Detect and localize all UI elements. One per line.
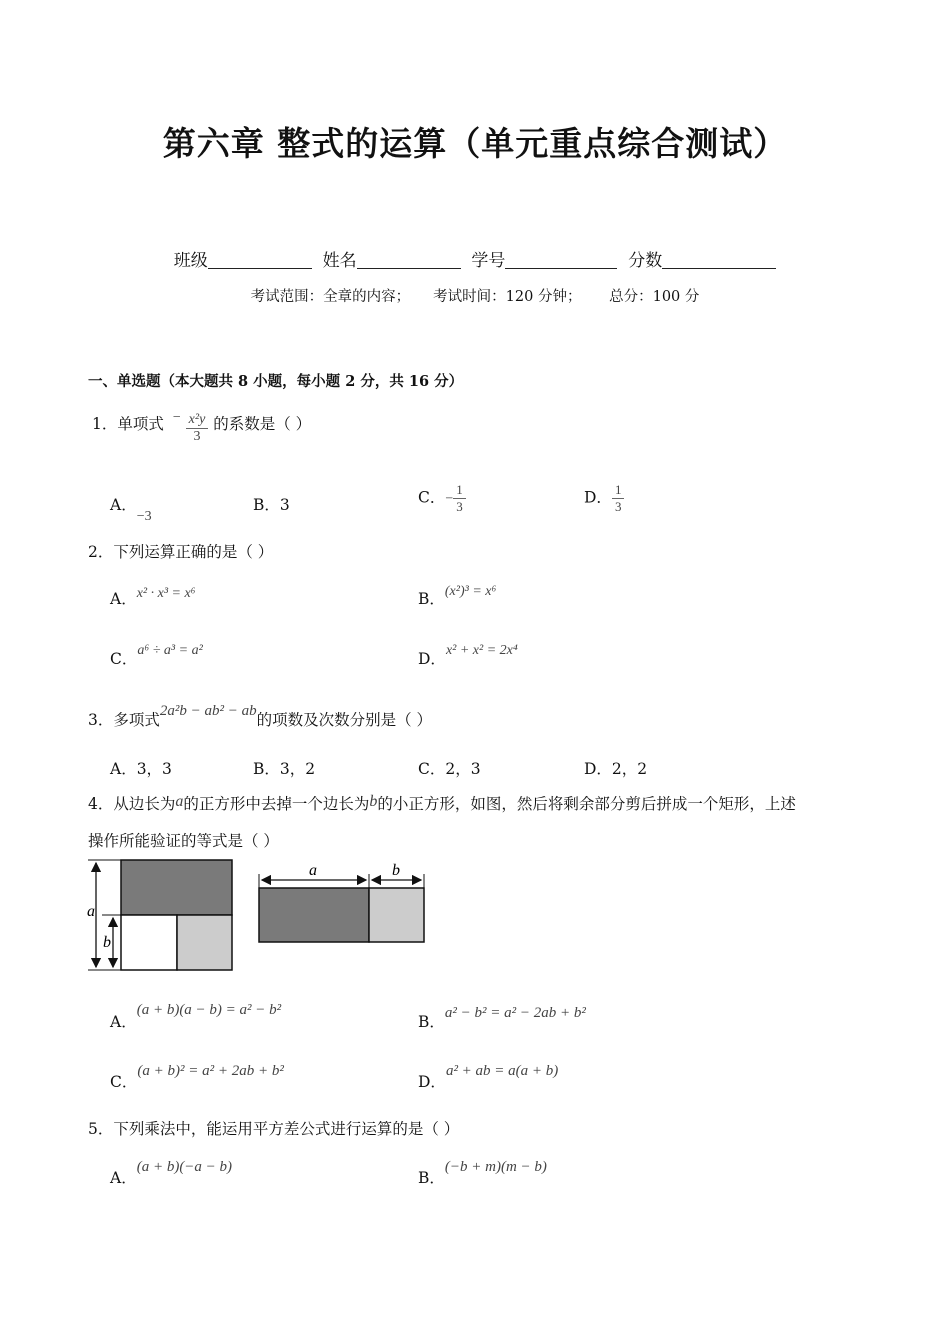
score-label: 分数 — [628, 251, 663, 271]
q2-option-b-label: B． — [418, 590, 445, 608]
question-4-line1 — [88, 792, 796, 814]
q5-option-a-expr: (a + b)(−a − b) — [136, 1159, 233, 1175]
q4-option-d[interactable] — [418, 1063, 559, 1092]
q1-option-a[interactable] — [110, 493, 152, 524]
page-title: 第六章 整式的运算（单元重点综合测试） — [162, 124, 788, 163]
name-blank — [357, 250, 461, 269]
question-4-line2: 操作所能验证的等式是（ ） — [88, 832, 279, 850]
student-info-line — [0, 246, 950, 271]
q3-expr: 2a²b − ab² − ab — [159, 703, 257, 719]
q4-option-d-label: D． — [418, 1073, 446, 1091]
q4-option-a-label: A． — [110, 1013, 137, 1031]
q2-option-a[interactable] — [110, 587, 196, 609]
q2-option-a-label: A． — [110, 590, 137, 608]
fig-label-b-top: b — [392, 862, 400, 879]
fig-label-a-left: a — [87, 903, 95, 920]
question-3-stem — [88, 703, 433, 730]
q3-suffix: 的项数及次数分别是（ ） — [256, 711, 433, 729]
q4-option-d-expr: a² + ab = a(a + b) — [445, 1063, 559, 1079]
q1-option-c[interactable] — [418, 482, 466, 515]
q1-option-d-denominator: 3 — [614, 499, 622, 514]
number-blank — [505, 250, 617, 269]
q2-option-c-label: C． — [110, 650, 138, 668]
q4-option-b-label: B． — [418, 1013, 445, 1031]
section-heading: 一、单选题（本大题共 8 小题，每小题 2 分，共 16 分） — [88, 373, 464, 390]
q3-option-d[interactable]: D．2，2 — [584, 760, 648, 778]
q1-suffix: 的系数是（ ） — [213, 415, 312, 433]
q1-option-d[interactable] — [584, 482, 624, 515]
q5-option-b-expr: (−b + m)(m − b) — [444, 1159, 547, 1175]
q2-option-b-expr: (x²)³ = x⁶ — [444, 584, 497, 599]
q5-option-a[interactable] — [110, 1159, 233, 1188]
q2-option-d-expr: x² + x² = 2x⁴ — [445, 643, 518, 658]
question-2-stem: 2．下列运算正确的是（ ） — [88, 543, 274, 561]
fig-label-b-left: b — [103, 934, 111, 951]
q1-option-c-numerator: 1 — [453, 482, 466, 499]
q1-fraction-denominator: 3 — [193, 429, 201, 444]
score-blank — [662, 250, 776, 269]
q2-option-a-expr: x² · x³ = x⁶ — [136, 586, 196, 601]
q2-option-d-label: D． — [418, 650, 446, 668]
fig-square-bottom-left — [121, 915, 177, 970]
q2-option-c-expr: a⁶ ÷ a³ = a² — [137, 643, 203, 658]
q4-option-b-expr: a² − b² = a² − 2ab + b² — [444, 1005, 586, 1021]
exam-meta: 考试范围：全章的内容； 考试时间：120 分钟； 总分：100 分 — [250, 289, 700, 305]
q4-option-a-expr: (a + b)(a − b) = a² − b² — [136, 1002, 282, 1018]
q1-option-d-numerator: 1 — [612, 482, 625, 499]
question-5-stem: 5．下列乘法中，能运用平方差公式进行运算的是（ ） — [88, 1120, 460, 1138]
q3-option-a[interactable]: A．3，3 — [110, 760, 172, 778]
fig-rect-dark-part — [259, 888, 369, 942]
q4-text-2: 的正方形中去掉一个边长为 — [183, 795, 370, 813]
q3-option-b[interactable]: B．3，2 — [253, 760, 316, 778]
q4-text-1: 4．从边长为 — [88, 795, 176, 813]
q1-neg-sign: − — [172, 410, 181, 425]
q4-text-3: 的小正方形，如图，然后将剩余部分剪后拼成一个矩形，上述 — [377, 795, 796, 813]
q2-option-c[interactable] — [110, 643, 203, 669]
number-label: 学号 — [471, 251, 506, 271]
q1-fraction — [186, 412, 209, 445]
q1-option-c-fraction — [453, 482, 466, 515]
q5-option-b[interactable] — [418, 1159, 547, 1188]
q1-option-c-label: C． — [418, 488, 446, 507]
q4-option-c[interactable] — [110, 1063, 284, 1092]
q4-var-a: a — [175, 793, 184, 810]
q4-option-b[interactable] — [418, 1005, 586, 1032]
fig-rect-light-part — [369, 888, 424, 942]
q4-option-c-label: C． — [110, 1073, 138, 1091]
q4-figure — [82, 854, 442, 978]
q4-option-a[interactable] — [110, 1002, 282, 1032]
q3-prefix: 3．多项式 — [88, 711, 160, 729]
q1-option-d-label: D． — [584, 488, 612, 507]
q1-fraction-numerator: x²y — [186, 412, 209, 429]
fig-label-a-top: a — [309, 862, 317, 879]
q4-var-b: b — [369, 793, 378, 810]
q2-option-b[interactable] — [418, 584, 497, 609]
q5-option-a-label: A． — [110, 1169, 137, 1187]
q2-option-d[interactable] — [418, 643, 518, 669]
q1-option-c-neg: − — [445, 491, 454, 507]
q3-option-c[interactable]: C．2，3 — [418, 760, 481, 778]
q1-prefix: 1．单项式 — [92, 415, 164, 433]
q1-option-d-fraction — [612, 482, 625, 515]
class-label: 班级 — [173, 251, 208, 271]
class-blank — [208, 250, 312, 269]
q1-option-a-label: A． — [110, 496, 137, 514]
question-1-stem — [92, 410, 311, 445]
fig-square-top-part — [121, 860, 232, 915]
q1-option-c-denominator: 3 — [456, 499, 463, 514]
q5-option-b-label: B． — [418, 1169, 445, 1187]
q4-option-c-expr: (a + b)² = a² + 2ab + b² — [137, 1063, 284, 1079]
fig-square-bottom-right — [177, 915, 232, 970]
q1-option-a-value: −3 — [136, 509, 152, 524]
q1-option-b[interactable]: B．3 — [253, 496, 290, 514]
name-label: 姓名 — [322, 251, 357, 271]
